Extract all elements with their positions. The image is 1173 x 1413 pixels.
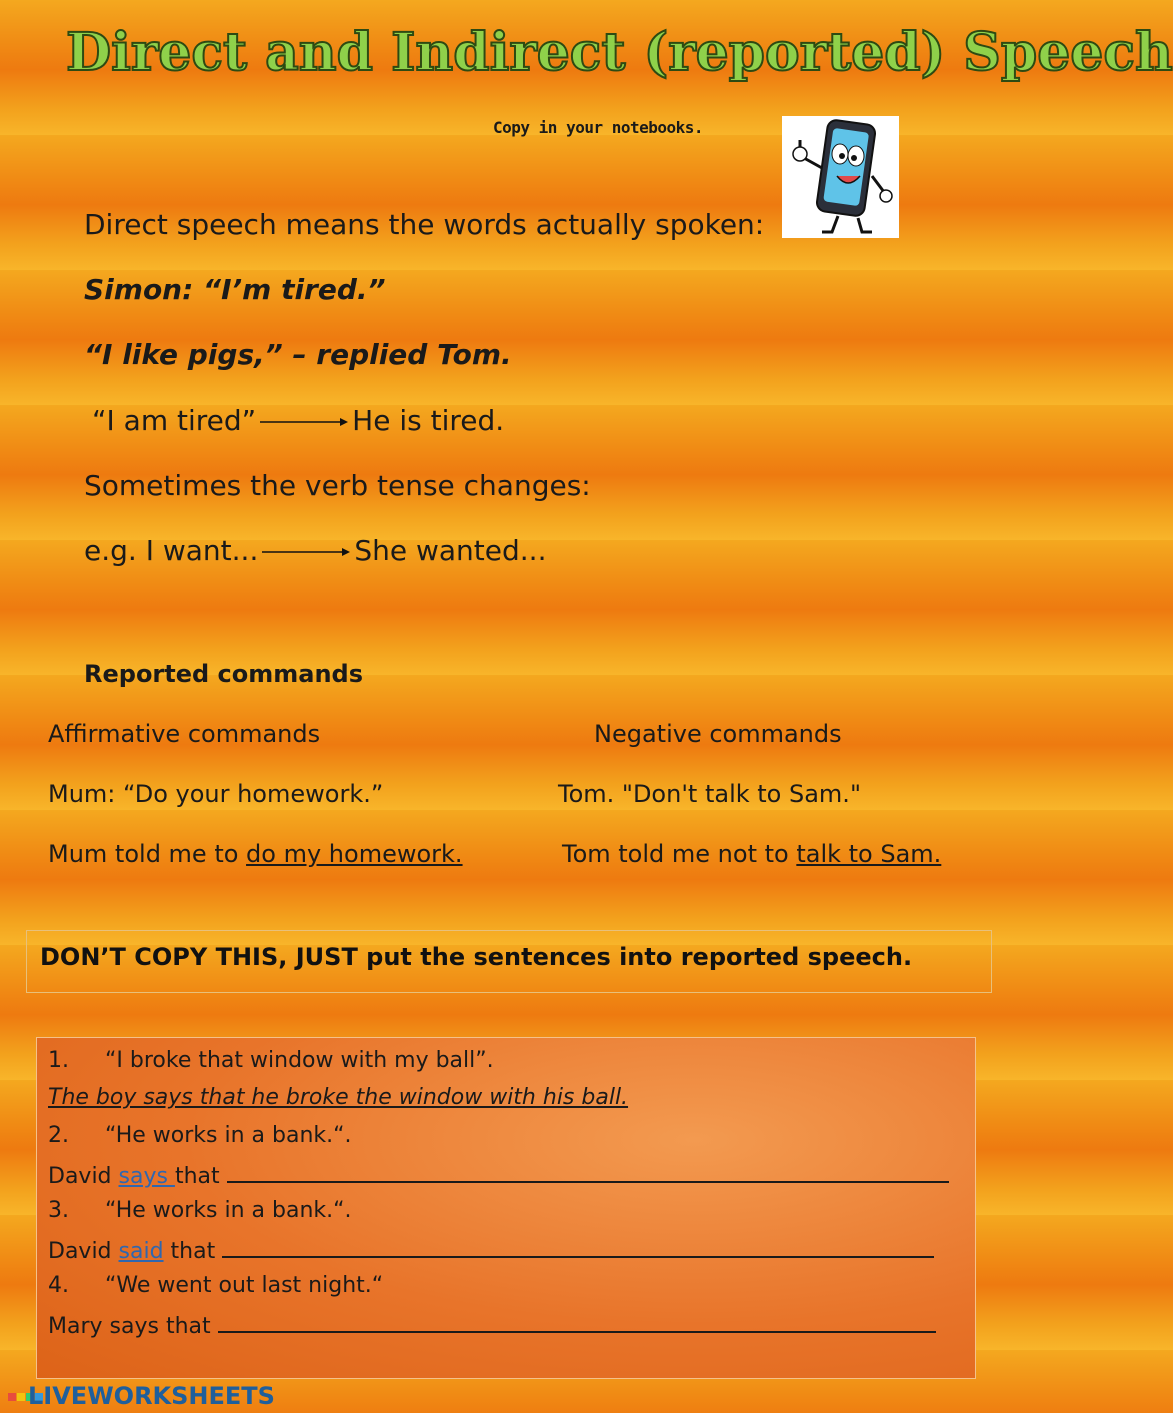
intro-line-5: Sometimes the verb tense changes:: [84, 469, 591, 502]
affirmative-reported: [48, 840, 463, 868]
item-number: 3.: [48, 1198, 69, 1223]
answer-prefix: David: [48, 1164, 119, 1189]
exercise-item-1: [48, 1048, 494, 1073]
reporting-verb: says: [118, 1164, 175, 1189]
reported-underlined: do my homework.: [246, 840, 463, 868]
instruction-text: DON’T COPY THIS, JUST put the sentences into reported speech.: [40, 943, 913, 971]
copy-note: Copy in your notebooks.: [493, 118, 704, 137]
answer-prefix: David: [48, 1239, 119, 1264]
negative-heading: Negative commands: [594, 720, 842, 748]
reported-prefix: Mum told me to: [48, 840, 247, 868]
exercise-item-1-answer: The boy says that he broke the window with his ball.: [48, 1085, 629, 1110]
item-quote: “He works in a bank.“.: [105, 1123, 352, 1148]
item-quote: “He works in a bank.“.: [105, 1198, 352, 1223]
answer-suffix: that: [174, 1164, 220, 1189]
reporting-verb: said: [118, 1239, 164, 1264]
negative-example: Tom. "Don't talk to Sam.": [558, 780, 861, 808]
exercise-item-3-answer: [48, 1236, 934, 1264]
item-number: 4.: [48, 1273, 69, 1298]
intro-example-simon: Simon: “I’m tired.”: [84, 273, 386, 306]
intro-transform-2: [84, 534, 546, 567]
exercise-item-2-answer: [48, 1161, 949, 1189]
answer-blank-input[interactable]: [222, 1236, 934, 1258]
phone-mascot-icon: [782, 116, 899, 238]
phone-mascot-image: [782, 116, 899, 238]
item-quote: “I broke that window with my ball”.: [105, 1048, 494, 1073]
answer-blank-input[interactable]: [218, 1311, 936, 1333]
intro-transform-1: [92, 404, 504, 437]
exercise-item-4-answer: [48, 1311, 936, 1339]
direct-phrase: “I am tired”: [92, 404, 257, 437]
reported-phrase: He is tired.: [352, 404, 505, 437]
arrow-right-icon: [260, 416, 348, 428]
answer-blank-input[interactable]: [227, 1161, 949, 1183]
negative-reported: [562, 840, 941, 868]
affirmative-example: Mum: “Do your homework.”: [48, 780, 384, 808]
exercise-item-2: [48, 1123, 352, 1148]
answer-prefix: Mary says that: [48, 1314, 211, 1339]
liveworksheets-logo: [8, 1382, 275, 1410]
item-number: 2.: [48, 1123, 69, 1148]
reported-phrase: She wanted...: [354, 534, 547, 567]
intro-line-1: Direct speech means the words actually spoken:: [84, 208, 765, 241]
item-quote: “We went out last night.“: [105, 1273, 384, 1298]
exercise-item-4: [48, 1273, 383, 1298]
item-number: 1.: [48, 1048, 69, 1073]
direct-phrase: e.g. I want...: [84, 534, 259, 567]
page-title: Direct and Indirect (reported) Speech: [66, 22, 1173, 83]
logo-text: LIVEWORKSHEETS: [28, 1382, 275, 1410]
affirmative-heading: Affirmative commands: [48, 720, 321, 748]
reported-underlined: talk to Sam.: [796, 840, 942, 868]
arrow-right-icon: [262, 546, 350, 558]
exercise-item-3: [48, 1198, 352, 1223]
commands-heading: Reported commands: [84, 660, 364, 688]
answer-suffix: that: [163, 1239, 216, 1264]
intro-example-tom: “I like pigs,” – replied Tom.: [84, 338, 512, 371]
reported-prefix: Tom told me not to: [562, 840, 797, 868]
logo-squares-icon: [8, 1393, 28, 1402]
